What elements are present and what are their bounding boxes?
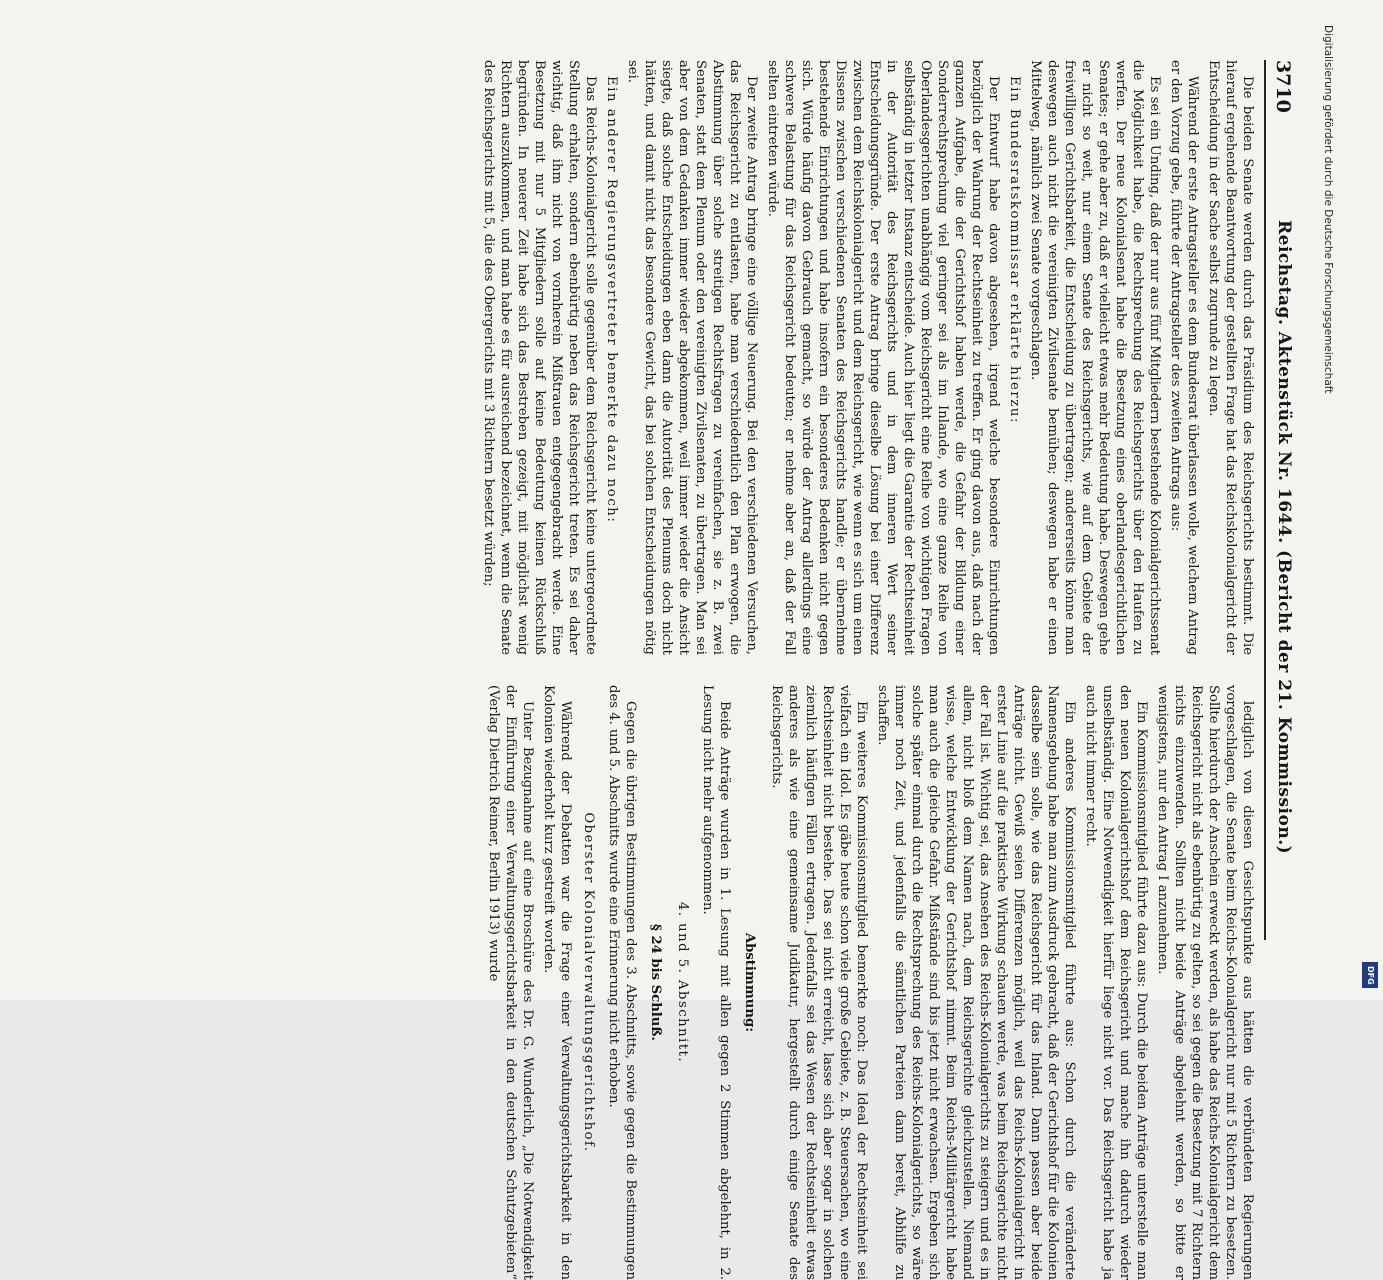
paragraph: Während der erste Antragsteller es dem Bundesrat überlassen wolle, welchem Antrag er den Vorzug gebe, führte der Antragsteller des zweiten Antrags aus: [1168,60,1200,655]
paragraph: Es sei ein Unding, daß der nur aus fünf Mitgliedern bestehende Kolonialgerichtssenat die Möglichkeit habe, die Rechtsprechung des Reichsgerichts über den Haufen zu werfen. Der neue Kolonialsenat habe die Besetzung eines oberlandesgerichtlichen Senates; er gehe aber zu, daß er vielleicht etwas mehr Bedeutung habe. Deswegen gehe er nicht so weit, nur einem Senate des Reichsgerichts, wie auf dem Gebiete der freiwilligen Gerichtsbarkeit, die Entscheidung zu übertragen; andererseits könne man deswegen auch nicht die vereinigten Zivilsenate bemühen; deswegen habe er einen Mittelweg, nämlich zwei Senate vorgeschlagen. [1028,60,1162,655]
page-title: Reichstag. Aktenstück Nr. 1644. (Bericht der 21. Kommission.) [1274,220,1294,855]
paragraph: Der zweite Antrag bringe eine völlige Neuerung. Bei den verschiedenen Versuchen, das Reichsgericht zu entlasten, habe man verschiedentlich den Plan erwogen, die Abstimmung über solche streitigen Rechtsfragen zu vereinfachen, sie z. B. zwei Senaten, statt dem Plenum oder den vereinigten Zivilsenaten, zu übertragen. Man sei aber von dem Gedanken immer wieder abgekommen, weil immer wieder die Ansicht siegte, daß solche Entscheidungen eben dann die Autorität des Plenums doch nicht hätten, und damit nicht das besondere Gewicht, das bei solchen Entscheidungen nötig sei. [625,60,759,655]
left-column [426,60,1256,655]
paragraph: Das Reichs-Kolonialgericht solle gegenüber dem Reichsgericht keine untergeordnete Stellung erhalten, sondern ebenbürtig neben das Reichsgericht treten. Es sei daher wichtig, daß ihm nicht von vornherein Mißtrauen entgegengebracht werde. Eine Besetzung mit nur 5 Mitgliedern solle auf keine Bedeutung keinen Rückschluß begründen. In neuerer Zeit habe sich das Bestreben gezeigt, mit möglichst wenig Richtern auszukommen, und man habe es für ausreichend bezeichnet, wenn die Senate des Reichsgerichts mit 5, die des Obergerichts mit 3 Richtern besetzt würden; [481,60,598,655]
paragraph: Ein Kommissionsmitglied führte dazu aus: Durch die beiden Anträge unterstelle man den neuen Kolonialgerichtshof dem Reichsgericht und mache ihn dadurch wieder unselbständig. Eine Notwendigkeit hierfür liege nicht vor. Das Reichsgericht habe ja auch nicht immer recht. [1083,685,1149,1280]
paragraph: Die beiden Senate werden durch das Präsidium des Reichsgerichts bestimmt. Die hierauf ergehende Beantwortung der gestellten Frage hat das Reichskolonialgericht der Entscheidung in der Sache selbst zugrunde zu legen. [1206,60,1255,655]
vote-text: Beide Anträge wurden in 1. Lesung mit allen gegen 2 Stimmen abgelehnt, in 2. Lesung nicht mehr aufgenommen. [700,685,732,1280]
court-heading: Oberster Kolonialverwaltungsgerichtshof. [581,812,596,1153]
section-subheading: § 24 bis Schluß. [648,923,663,1042]
page-header [1264,60,1300,940]
dfg-logo-icon: DFG [1362,962,1378,988]
section-heading: 4. und 5. Abschnitt. [675,901,690,1064]
paragraph: Ein anderer Regierungsvertreter bemerkte dazu noch: [604,76,619,524]
vote-heading: Abstimmung: [742,932,757,1033]
paragraph: Ein anderes Kommissionsmitglied führte aus: Schon durch die veränderte Namensgebung habe man zum Ausdruck gebracht, daß der Gerichtshof für die Kolonien dasselbe sein solle, wie das Reichsgericht für das Inland. Dann passen aber beide Anträge nicht. Gewiß seien Differenzen möglich, weil das Reichs-Kolonialgericht in erster Linie auf die praktische Wirkung schauen werde, was beim Reichsgerichte nicht der Fall ist. Wichtig sei, das Ansehen des Reichs-Kolonialgerichts zu steigern und es in allem, nicht bloß dem Namen nach, dem Reichsgerichte gleichzustellen. Niemand wisse, welche Entwicklung der Gerichtshof nimmt. Beim Reichs-Militärgericht habe man auch die gleiche Gefahr. Mißstände sind bis jetzt nicht erwachsen. Ergeben sich solche später einmal durch die Rechtsprechung des Reichs-Kolonialgerichts, so wäre immer noch Zeit, und jedenfalls die sämtlichen Parteien dann bereit, Abhilfe zu schaffen. [875,685,1077,1280]
paragraph: lediglich von diesen Gesichtspunkte aus hätten die verbündeten Regierungen vorgeschlagen, die Senate beim Reichs-Kolonialgericht nur mit 5 Richtern zu besetzen. Sollte hierdurch der Anschein erweckt werden, als habe das Reichs-Kolonialgericht dem Reichsgericht nicht als ebenbürtig zu gelten, so sei gegen die Besetzung mit 7 Richtern nichts einzuwenden. Sollten nicht beide Anträge abgelehnt werden, so bitte er wenigstens, nur den Antrag I anzunehmen. [1155,685,1255,1280]
paragraph: Ein weiteres Kommissionsmitglied bemerkte noch: Das Ideal der Rechtseinheit sei vielfach ein Idol. Es gäbe heute schon viele große Gebiete, z. B. Steuersachen, wo eine Rechtseinheit nicht bestehe. Das sei nicht erreicht, lasse sich aber sogar in solchen ziemlich häufigen Fällen ertragen. Jedenfalls sei das Wesen der Rechtseinheit etwas anderes als wie eine gemeinsame Judikatur, hergestellt durch einige Senate des Reichsgerichts. [769,685,869,1280]
closing-text: Unter Bezugnahme auf eine Broschüre des Dr. G. Wunderlich, „Die Notwendigkeit der Einführung einer Verwaltungsgerichtsbarkeit in den deutschen Schutzgebieten“ (Verlag Dietrich Reimer, Berlin 1913) wurde [486,685,535,1280]
right-column [426,685,1256,1280]
digitization-note: Digitalisierung gefördert durch die Deutsche Forschungsgemeinschaft [1322,25,1334,394]
section-text: Gegen die übrigen Bestimmungen des 3. Abschnitts, sowie gegen die Bestimmungen des 4. und 5. Abschnitts wurde eine Erinnerung nicht erhoben. [606,685,638,1280]
paragraph: Der Entwurf habe davon abgesehen, irgend welche besondere Einrichtungen bezüglich der Wahrung der Rechtseinheit zu treffen. Er ging davon aus, daß nach der ganzen Aufgabe, die der Gerichtshof haben werde, die Gefahr der Bildung einer Sonderrechtsprechung viel geringer sei als im Inlande, wo eine ganze Reihe von Oberlandesgerichten unabhängig vom Reichsgericht eine Reihe von wichtigen Fragen selbständig in letzter Instanz entscheide. Auch hier liegt die Garantie der Rechtseinheit in der Autorität des Reichsgerichts und in dem inneren Wert seiner Entscheidungsgründe. Der erste Antrag bringe dieselbe Lösung bei einer Differenz zwischen dem Reichskolonialgericht und dem Reichsgericht, wie wenn es sich um einen Dissens zwischen verschiedenen Senaten des Reichsgerichts handle; er übernehme bestehende Einrichtungen und habe insofern ein besonderes Bedenken nicht gegen sich. Würde häufig davon Gebrauch gemacht, so würde der Antrag allerdings eine schwere Belastung für das Reichsgericht bedeuten; er nehme aber an, daß der Fall selten eintreten würde. [765,60,1001,655]
text-columns [426,60,1256,1280]
court-text: Während der Debatten war die Frage einer Verwaltungsgerichtsbarkeit in den Kolonien wiederholt kurz gestreift worden. [541,685,573,1280]
page-number: 3710 [1272,60,1294,113]
rotated-page-content [80,60,1300,1280]
paragraph: Ein Bundesratskommissar erklärte hierzu: [1007,76,1022,424]
